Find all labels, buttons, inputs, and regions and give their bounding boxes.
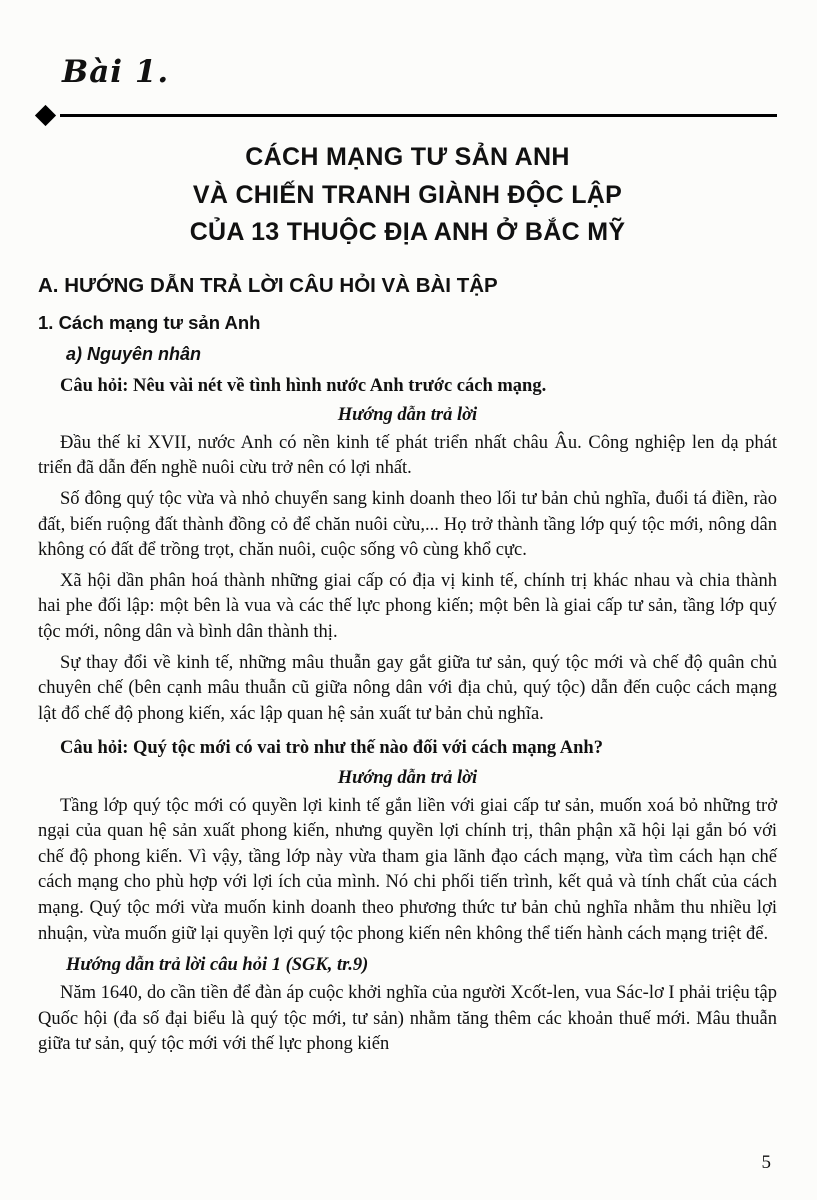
chapter-title [38, 139, 777, 252]
answer-2-paragraph: Tầng lớp quý tộc mới có quyền lợi kinh tế gắn liền với giai cấp tư sản, muốn xoá bỏ những trở ngại của quan hệ sản xuất phong kiến, nhưng quyền lợi chính trị, thân phận xã hội lại gắn bó với chế độ phong kiến. Vì vậy, tầng lớp này vừa tham gia lãnh đạo cách mạng, vừa tìm cách hạn chế cách mạng cho phù hợp với lợi ích của mình. Nó chi phối tiến trình, kết quả và tính chất của cách mạng. Quý tộc mới vừa muốn kinh doanh theo phương thức tư bản chủ nghĩa nhằm thu nhiều lợi nhuận, vừa muốn giữ lại quyền lợi quý tộc phong kiến nên không thể tiến hành cách mạng triệt để. [38, 795, 777, 944]
lesson-label: Bài 1. [62, 54, 170, 90]
question-1: Câu hỏi: Nêu vài nét về tình hình nước Anh trước cách mạng. [60, 375, 547, 396]
answer-3-paragraph: Năm 1640, do cần tiền để đàn áp cuộc khởi nghĩa của người Xcốt-len, vua Sác-lơ I phải triệu tập Quốc hội (đa số đại biểu là quý tộc mới, tư sản) nhằm tăng thêm các khoản thuế mới. Mâu thuẫn giữa tư sản, quý tộc mới với thế lực phong kiến [38, 983, 777, 1055]
guide-heading-1: Hướng dẫn trả lời [337, 404, 478, 425]
header-divider [38, 108, 777, 123]
section-a-heading: A. HƯỚNG DẪN TRẢ LỜI CÂU HỎI VÀ BÀI TẬP [38, 273, 498, 297]
guide-heading-3: Hướng dẫn trả lời câu hỏi 1 (SGK, tr.9) [66, 955, 369, 976]
subsection-a-heading: a) Nguyên nhân [66, 343, 202, 364]
divider-line [60, 114, 777, 117]
diamond-icon [35, 105, 56, 126]
answer-1-paragraph: Xã hội dần phân hoá thành những giai cấp có địa vị kinh tế, chính trị khác nhau và chia thành hai phe đối lập: một bên là vua và các thế lực phong kiến; một bên là giai cấp tư sản, tầng lớp quý tộc mới, nông dân và bình dân thành thị. [38, 570, 777, 642]
page-number: 5 [761, 1152, 771, 1173]
guide-heading-2: Hướng dẫn trả lời [337, 767, 478, 788]
answer-1-paragraph: Sự thay đổi về kinh tế, những mâu thuẫn gay gắt giữa tư sản, quý tộc mới và chế độ quân chủ chuyên chế (bên cạnh mâu thuẫn cũ giữa nông dân với địa chủ, quý tộc) dẫn đến cuộc cách mạng lật đổ chế độ phong kiến, xác lập quan hệ sản xuất tư bản chủ nghĩa. [38, 652, 777, 724]
answer-1-paragraph: Số đông quý tộc vừa và nhỏ chuyển sang kinh doanh theo lối tư bản chủ nghĩa, đuổi tá điền, rào đất, biến ruộng đất thành đồng cỏ để chăn nuôi cừu,... Họ trở thành tầng lớp quý tộc mới, nông dân không có đất để trồng trọt, chăn nuôi, cuộc sống vô cùng khổ cực. [38, 488, 777, 561]
chapter-title-line-2: VÀ CHIẾN TRANH GIÀNH ĐỘC LẬP [192, 180, 623, 209]
answer-1-paragraph: Đầu thế kỉ XVII, nước Anh có nền kinh tế phát triển nhất châu Âu. Công nghiệp len dạ phát triển đã dẫn đến nghề nuôi cừu trở nên có lợi nhất. [38, 432, 777, 479]
topic-1-heading: 1. Cách mạng tư sản Anh [38, 311, 261, 333]
chapter-title-line-3: CỦA 13 THUỘC ĐỊA ANH Ở BẮC MỸ [189, 218, 626, 246]
question-2: Câu hỏi: Quý tộc mới có vai trò như thế nào đối với cách mạng Anh? [60, 738, 603, 759]
chapter-title-line-1: CÁCH MẠNG TƯ SẢN ANH [245, 143, 570, 171]
